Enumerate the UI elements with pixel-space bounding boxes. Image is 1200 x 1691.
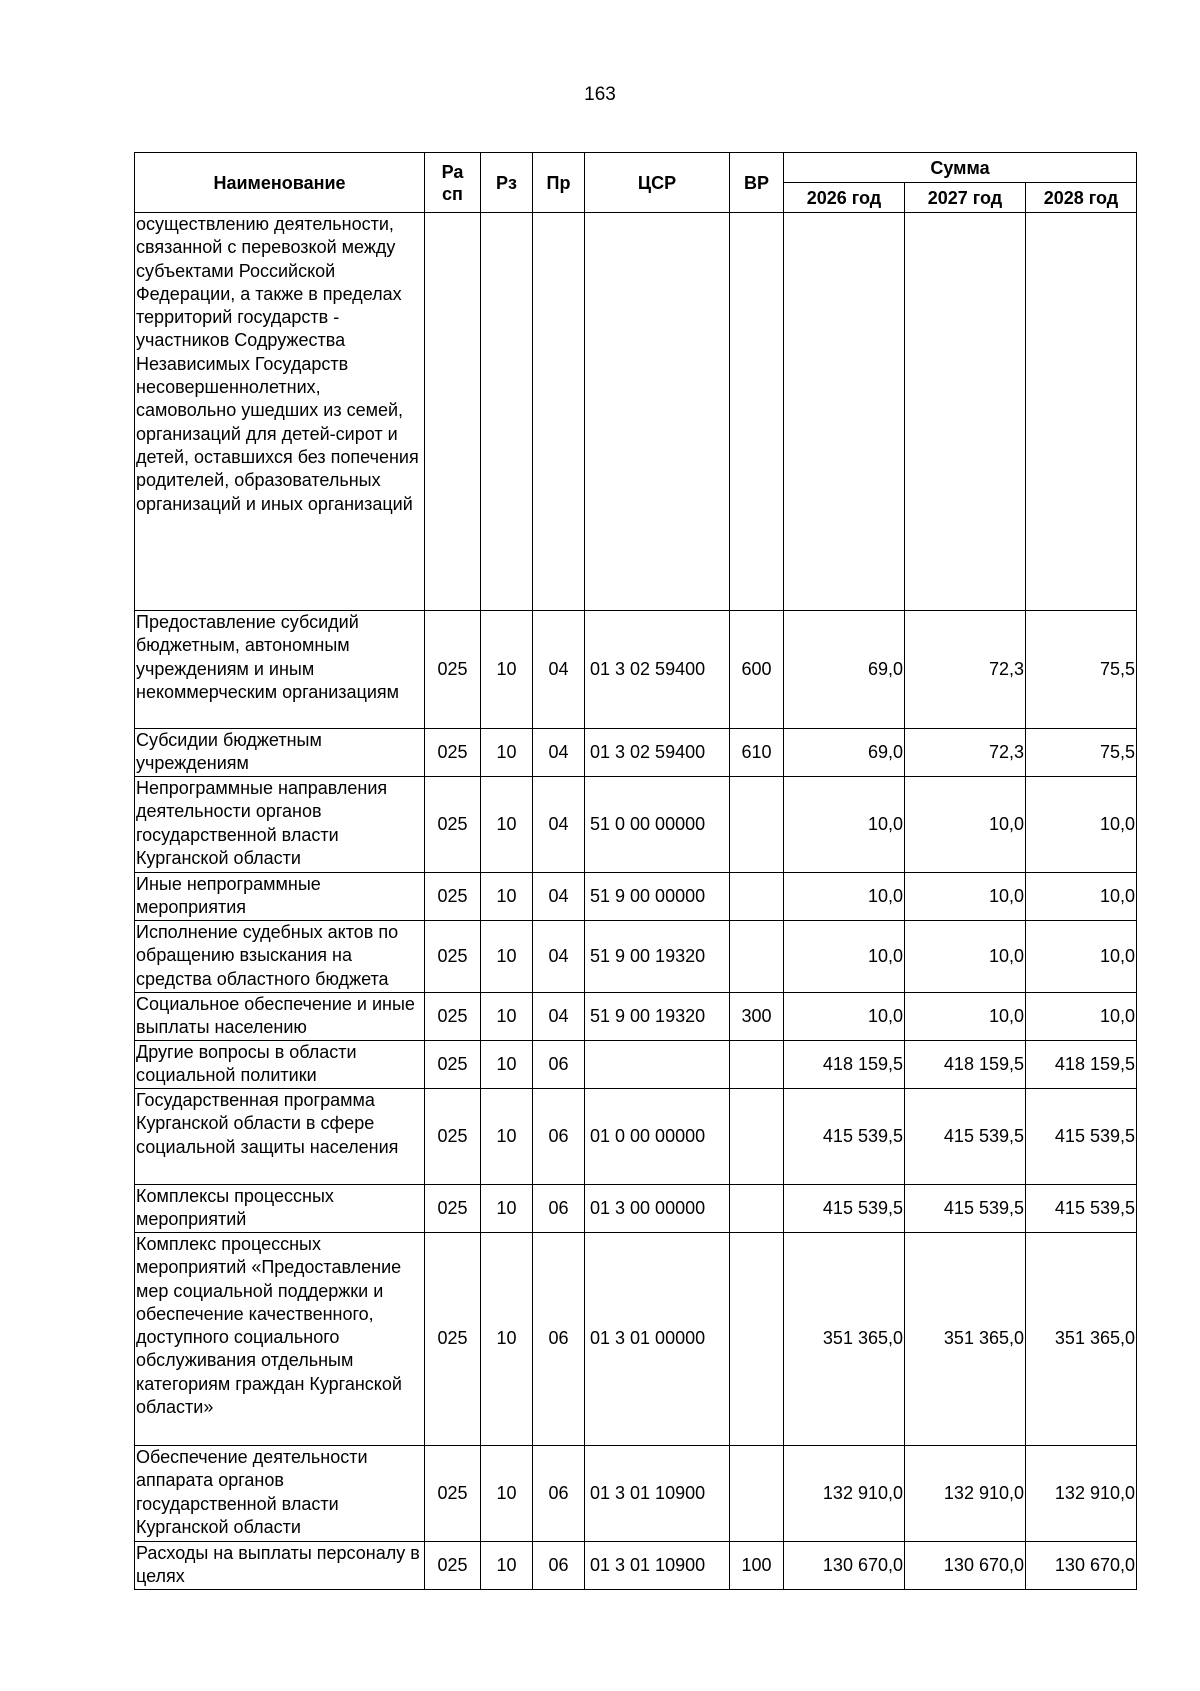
row-2027: 10,0 (905, 993, 1026, 1041)
row-2027: 415 539,5 (905, 1185, 1026, 1233)
row-2028: 132 910,0 (1026, 1446, 1137, 1542)
row-rz: 10 (481, 1185, 533, 1233)
row-csr (585, 213, 730, 611)
row-vr (730, 921, 784, 993)
row-rz: 10 (481, 1089, 533, 1185)
row-rasp: 025 (425, 1233, 481, 1446)
row-2028: 418 159,5 (1026, 1041, 1137, 1089)
header-2026: 2026 год (784, 183, 905, 213)
row-rz: 10 (481, 1233, 533, 1446)
row-2027: 132 910,0 (905, 1446, 1026, 1542)
row-csr: 51 9 00 00000 (585, 873, 730, 921)
row-csr: 01 3 01 10900 (585, 1542, 730, 1590)
table-row (135, 777, 1137, 873)
row-vr (730, 213, 784, 611)
row-name: Предоставление субсидий бюджетным, автономным учреждениям и иным некоммерческим организациям (135, 611, 425, 729)
row-rz (481, 213, 533, 611)
row-csr: 51 9 00 19320 (585, 993, 730, 1041)
row-2027: 72,3 (905, 611, 1026, 729)
row-2028: 415 539,5 (1026, 1185, 1137, 1233)
row-pr: 04 (533, 921, 585, 993)
row-vr (730, 1233, 784, 1446)
row-rasp: 025 (425, 777, 481, 873)
row-rz: 10 (481, 993, 533, 1041)
row-csr: 01 3 01 10900 (585, 1446, 730, 1542)
row-2028: 10,0 (1026, 993, 1137, 1041)
row-name: Государственная программа Курганской области в сфере социальной защиты населения (135, 1089, 425, 1185)
row-pr: 06 (533, 1542, 585, 1590)
row-vr (730, 873, 784, 921)
table-row (135, 873, 1137, 921)
header-rasp-line1: Ра (441, 161, 464, 182)
row-vr: 300 (730, 993, 784, 1041)
header-rz: Рз (481, 153, 533, 213)
row-name: Обеспечение деятельности аппарата органов государственной власти Курганской области (135, 1446, 425, 1542)
row-rz: 10 (481, 777, 533, 873)
row-pr: 06 (533, 1233, 585, 1446)
row-name: Расходы на выплаты персоналу в целях (135, 1542, 425, 1590)
header-sum: Сумма (784, 153, 1137, 183)
row-rasp: 025 (425, 873, 481, 921)
page-number: 163 (584, 84, 616, 105)
row-rasp: 025 (425, 1446, 481, 1542)
row-2026: 418 159,5 (784, 1041, 905, 1089)
row-vr: 610 (730, 729, 784, 777)
row-pr: 06 (533, 1041, 585, 1089)
header-2027: 2027 год (905, 183, 1026, 213)
row-rasp: 025 (425, 1041, 481, 1089)
row-name: осуществлению деятельности, связанной с перевозкой между субъектами Российской Федерации, а также в пределах территорий государств - участников Содружества Независимых Государств несовершеннолетних, самовольно ушедших из семей, организаций для детей-сирот и детей, оставшихся без попечения родителей, образовательных организаций и иных организаций (135, 213, 425, 611)
row-2026: 415 539,5 (784, 1089, 905, 1185)
table-row (135, 1233, 1137, 1446)
table-row (135, 1089, 1137, 1185)
row-vr (730, 1446, 784, 1542)
row-2026: 130 670,0 (784, 1542, 905, 1590)
header-name: Наименование (135, 153, 425, 213)
table-row (135, 1185, 1137, 1233)
row-pr (533, 213, 585, 611)
row-2026: 132 910,0 (784, 1446, 905, 1542)
row-rasp: 025 (425, 921, 481, 993)
row-2026: 10,0 (784, 873, 905, 921)
table-header (135, 153, 1137, 213)
row-name: Иные непрограммные мероприятия (135, 873, 425, 921)
row-2026 (784, 213, 905, 611)
row-pr: 04 (533, 777, 585, 873)
row-name: Исполнение судебных актов по обращению взыскания на средства областного бюджета (135, 921, 425, 993)
row-name: Социальное обеспечение и иные выплаты населению (135, 993, 425, 1041)
row-vr: 600 (730, 611, 784, 729)
header-csr: ЦСР (585, 153, 730, 213)
row-name: Другие вопросы в области социальной политики (135, 1041, 425, 1089)
header-vr: ВР (730, 153, 784, 213)
row-rz: 10 (481, 1041, 533, 1089)
row-vr (730, 1089, 784, 1185)
header-rasp-line2: сп (442, 183, 463, 204)
row-2027: 418 159,5 (905, 1041, 1026, 1089)
table-row (135, 921, 1137, 993)
header-2028: 2028 год (1026, 183, 1137, 213)
row-rz: 10 (481, 1542, 533, 1590)
row-2028: 351 365,0 (1026, 1233, 1137, 1446)
row-2026: 10,0 (784, 777, 905, 873)
table-row (135, 1542, 1137, 1590)
table-row (135, 729, 1137, 777)
row-pr: 04 (533, 993, 585, 1041)
row-2027: 130 670,0 (905, 1542, 1026, 1590)
budget-table (134, 152, 1137, 1590)
row-vr (730, 1185, 784, 1233)
row-2026: 69,0 (784, 729, 905, 777)
table-row (135, 1041, 1137, 1089)
row-csr: 01 0 00 00000 (585, 1089, 730, 1185)
row-2028: 10,0 (1026, 921, 1137, 993)
row-rasp: 025 (425, 1089, 481, 1185)
row-2026: 69,0 (784, 611, 905, 729)
row-2028: 10,0 (1026, 777, 1137, 873)
row-2026: 10,0 (784, 921, 905, 993)
row-csr: 01 3 02 59400 (585, 729, 730, 777)
row-2027: 72,3 (905, 729, 1026, 777)
row-csr: 01 3 00 00000 (585, 1185, 730, 1233)
row-csr: 51 0 00 00000 (585, 777, 730, 873)
row-2026: 10,0 (784, 993, 905, 1041)
row-csr (585, 1041, 730, 1089)
table-row (135, 1446, 1137, 1542)
row-vr: 100 (730, 1542, 784, 1590)
row-pr: 06 (533, 1446, 585, 1542)
row-2026: 415 539,5 (784, 1185, 905, 1233)
row-name: Субсидии бюджетным учреждениям (135, 729, 425, 777)
row-2028: 415 539,5 (1026, 1089, 1137, 1185)
row-rasp: 025 (425, 729, 481, 777)
row-2028: 10,0 (1026, 873, 1137, 921)
row-rz: 10 (481, 729, 533, 777)
row-rasp: 025 (425, 1542, 481, 1590)
table-row (135, 611, 1137, 729)
row-pr: 06 (533, 1185, 585, 1233)
row-2026: 351 365,0 (784, 1233, 905, 1446)
table-row (135, 213, 1137, 611)
row-vr (730, 1041, 784, 1089)
row-2027: 10,0 (905, 777, 1026, 873)
row-csr: 01 3 01 00000 (585, 1233, 730, 1446)
header-rasp (425, 153, 481, 213)
row-rz: 10 (481, 921, 533, 993)
row-2027: 351 365,0 (905, 1233, 1026, 1446)
row-name: Комплекс процессных мероприятий «Предоставление мер социальной поддержки и обеспечение качественного, доступного социального обслуживания отдельным категориям граждан Курганской области» (135, 1233, 425, 1446)
table-body (135, 213, 1137, 1590)
row-pr: 04 (533, 873, 585, 921)
row-2028: 130 670,0 (1026, 1542, 1137, 1590)
row-rasp: 025 (425, 611, 481, 729)
row-2027: 415 539,5 (905, 1089, 1026, 1185)
row-rasp: 025 (425, 993, 481, 1041)
row-vr (730, 777, 784, 873)
row-2028: 75,5 (1026, 611, 1137, 729)
row-2028 (1026, 213, 1137, 611)
row-rasp: 025 (425, 1185, 481, 1233)
row-name: Комплексы процессных мероприятий (135, 1185, 425, 1233)
row-csr: 51 9 00 19320 (585, 921, 730, 993)
row-rz: 10 (481, 873, 533, 921)
row-rz: 10 (481, 1446, 533, 1542)
row-csr: 01 3 02 59400 (585, 611, 730, 729)
row-rasp (425, 213, 481, 611)
table-row (135, 993, 1137, 1041)
row-2027: 10,0 (905, 921, 1026, 993)
row-2027: 10,0 (905, 873, 1026, 921)
row-name: Непрограммные направления деятельности органов государственной власти Курганской области (135, 777, 425, 873)
row-2027 (905, 213, 1026, 611)
row-pr: 04 (533, 611, 585, 729)
row-pr: 06 (533, 1089, 585, 1185)
row-2028: 75,5 (1026, 729, 1137, 777)
header-pr: Пр (533, 153, 585, 213)
row-pr: 04 (533, 729, 585, 777)
row-rz: 10 (481, 611, 533, 729)
